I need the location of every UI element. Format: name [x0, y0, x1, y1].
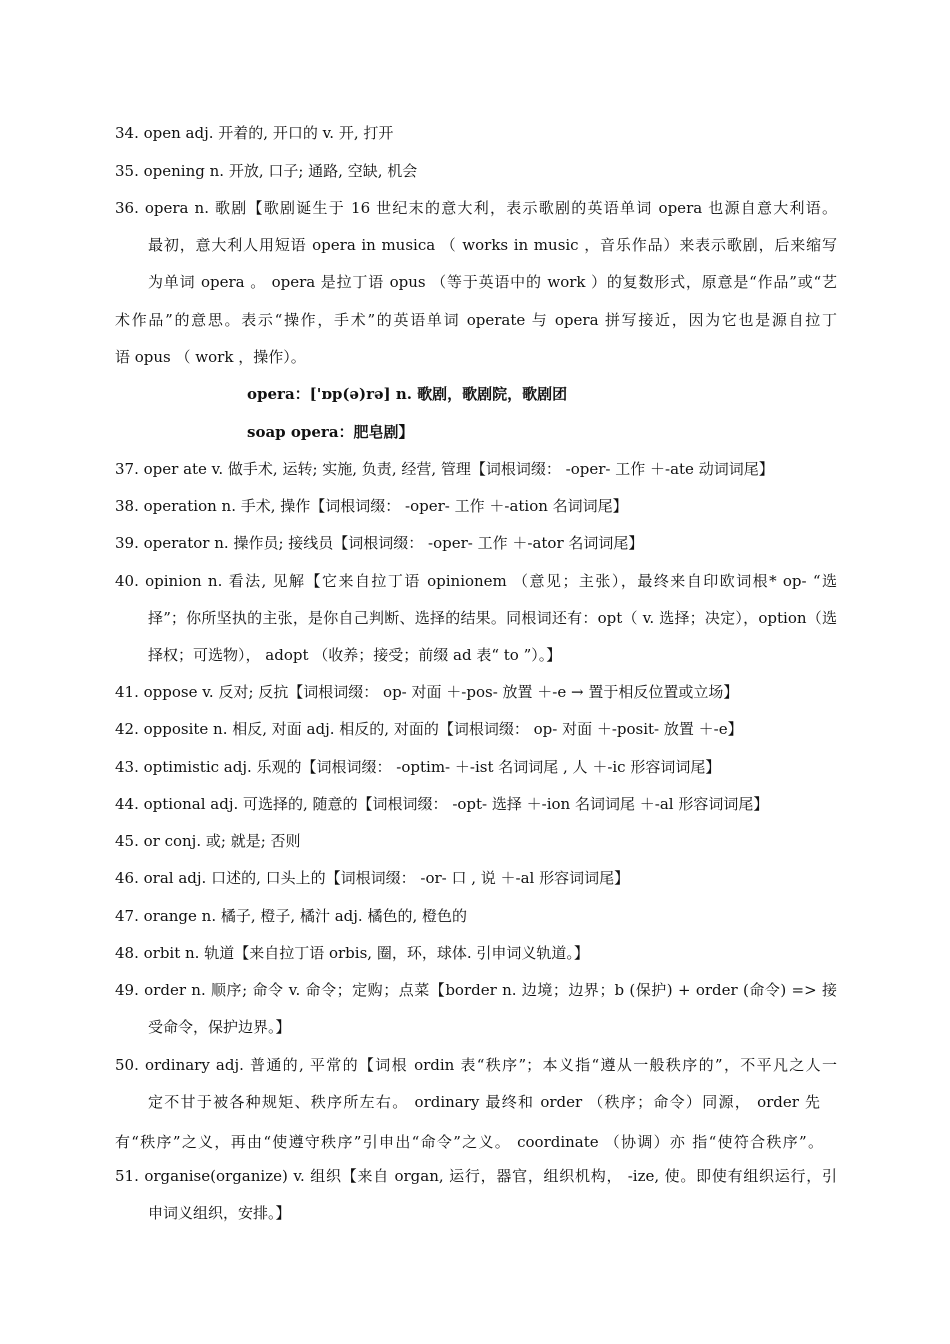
- entry-36-line-2: 最初，意大利人用短语 opera in musica （ works in music ，音乐作品）来表示歌剧，后来缩写: [148, 236, 837, 254]
- entry-49-line-2: 受命令，保护边界。】: [148, 1018, 291, 1036]
- entry-51-line-1: 51. organise(organize) v. 组织【来自 organ, 运行，器官，组织机构， -ize, 使。即使有组织运行，引: [115, 1167, 837, 1185]
- entry-40-line-3: 择权；可选物）， adopt （收养；接受；前缀 ad 表“ to ”）。】: [148, 646, 562, 664]
- entry-37: 37. oper ate v. 做手术, 运转; 实施, 负责, 经营, 管理【词根词缀： -oper- 工作 ＋-ate 动词词尾】: [115, 460, 774, 478]
- entry-40-line-1: 40. opinion n. 看法, 见解【它来自拉丁语 opinionem （意见；主张），最终来自印欧词根* op- “选: [115, 572, 837, 590]
- entry-50-line-3: 有“秩序”之义，再由“使遵守秩序”引申出“命令”之义。 coordinate （协调）亦 指“使符合秩序”。: [115, 1133, 823, 1151]
- entry-39: 39. operator n. 操作员; 接线员【词根词缀： -oper- 工作 ＋-ator 名词词尾】: [115, 534, 644, 552]
- entry-38: 38. operation n. 手术, 操作【词根词缀： -oper- 工作 ＋-ation 名词词尾】: [115, 497, 628, 515]
- entry-46: 46. oral adj. 口述的, 口头上的【词根词缀： -or- 口 , 说 ＋-al 形容词词尾】: [115, 869, 630, 887]
- entry-43: 43. optimistic adj. 乐观的【词根词缀： -optim- ＋-ist 名词词尾 , 人 ＋-ic 形容词词尾】: [115, 758, 721, 776]
- entry-45: 45. or conj. 或; 就是; 否则: [115, 832, 301, 850]
- entry-36-line-1: 36. opera n. 歌剧【歌剧诞生于 16 世纪末的意大利，表示歌剧的英语单词 opera 也源自意大利语。: [115, 199, 837, 217]
- entry-36-line-4: 术作品”的意思。表示“操作，手术”的英语单词 operate 与 opera 拼写接近，因为它也是源自拉丁: [115, 311, 837, 329]
- entry-40-line-2: 择”；你所坚执的主张，是你自己判断、选择的结果。同根词还有：opt（ v. 选择；决定），option（选: [148, 609, 837, 627]
- entry-50-line-1: 50. ordinary adj. 普通的, 平常的【词根 ordin 表“秩序”；本义指“遵从一般秩序的”，不平凡之人一: [115, 1056, 837, 1074]
- entry-51-line-2: 申词义组织，安排。】: [148, 1204, 291, 1222]
- entry-47: 47. orange n. 橘子, 橙子, 橘汁 adj. 橘色的, 橙色的: [115, 907, 467, 925]
- entry-36-line-3: 为单词 opera 。 opera 是拉丁语 opus （等于英语中的 work ）的复数形式，原意是“作品”或“艺: [148, 273, 837, 291]
- entry-36-opera-pronunciation: opera：['ɒp(ə)rə] n. 歌剧，歌剧院，歌剧团: [247, 385, 568, 403]
- entry-34: 34. open adj. 开着的, 开口的 v. 开, 打开: [115, 124, 394, 142]
- entry-44: 44. optional adj. 可选择的, 随意的【词根词缀： -opt- 选择 ＋-ion 名词词尾 ＋-al 形容词词尾】: [115, 795, 769, 813]
- entry-48: 48. orbit n. 轨道【来自拉丁语 orbis, 圈，环，球体. 引申词义轨道。】: [115, 944, 589, 962]
- entry-49-line-1: 49. order n. 顺序; 命令 v. 命令；定购；点菜【border n. 边境；边界；b (保护) + order (命令) => 接: [115, 981, 837, 999]
- entry-50-line-2: 定不甘于被各种规矩、秩序所左右。 ordinary 最终和 order （秩序；命令）同源， order 先: [148, 1093, 820, 1111]
- entry-41: 41. oppose v. 反对; 反抗【词根词缀： op- 对面 ＋-pos- 放置 ＋-e → 置于相反位置或立场】: [115, 683, 739, 701]
- entry-36-soap-opera: soap opera：肥皂剧】: [247, 423, 414, 441]
- entry-35: 35. opening n. 开放, 口子; 通路, 空缺, 机会: [115, 162, 418, 180]
- entry-36-line-5: 语 opus （ work ，操作）。: [115, 348, 306, 366]
- entry-42: 42. opposite n. 相反, 对面 adj. 相反的, 对面的【词根词缀： op- 对面 ＋-posit- 放置 ＋-e】: [115, 720, 743, 738]
